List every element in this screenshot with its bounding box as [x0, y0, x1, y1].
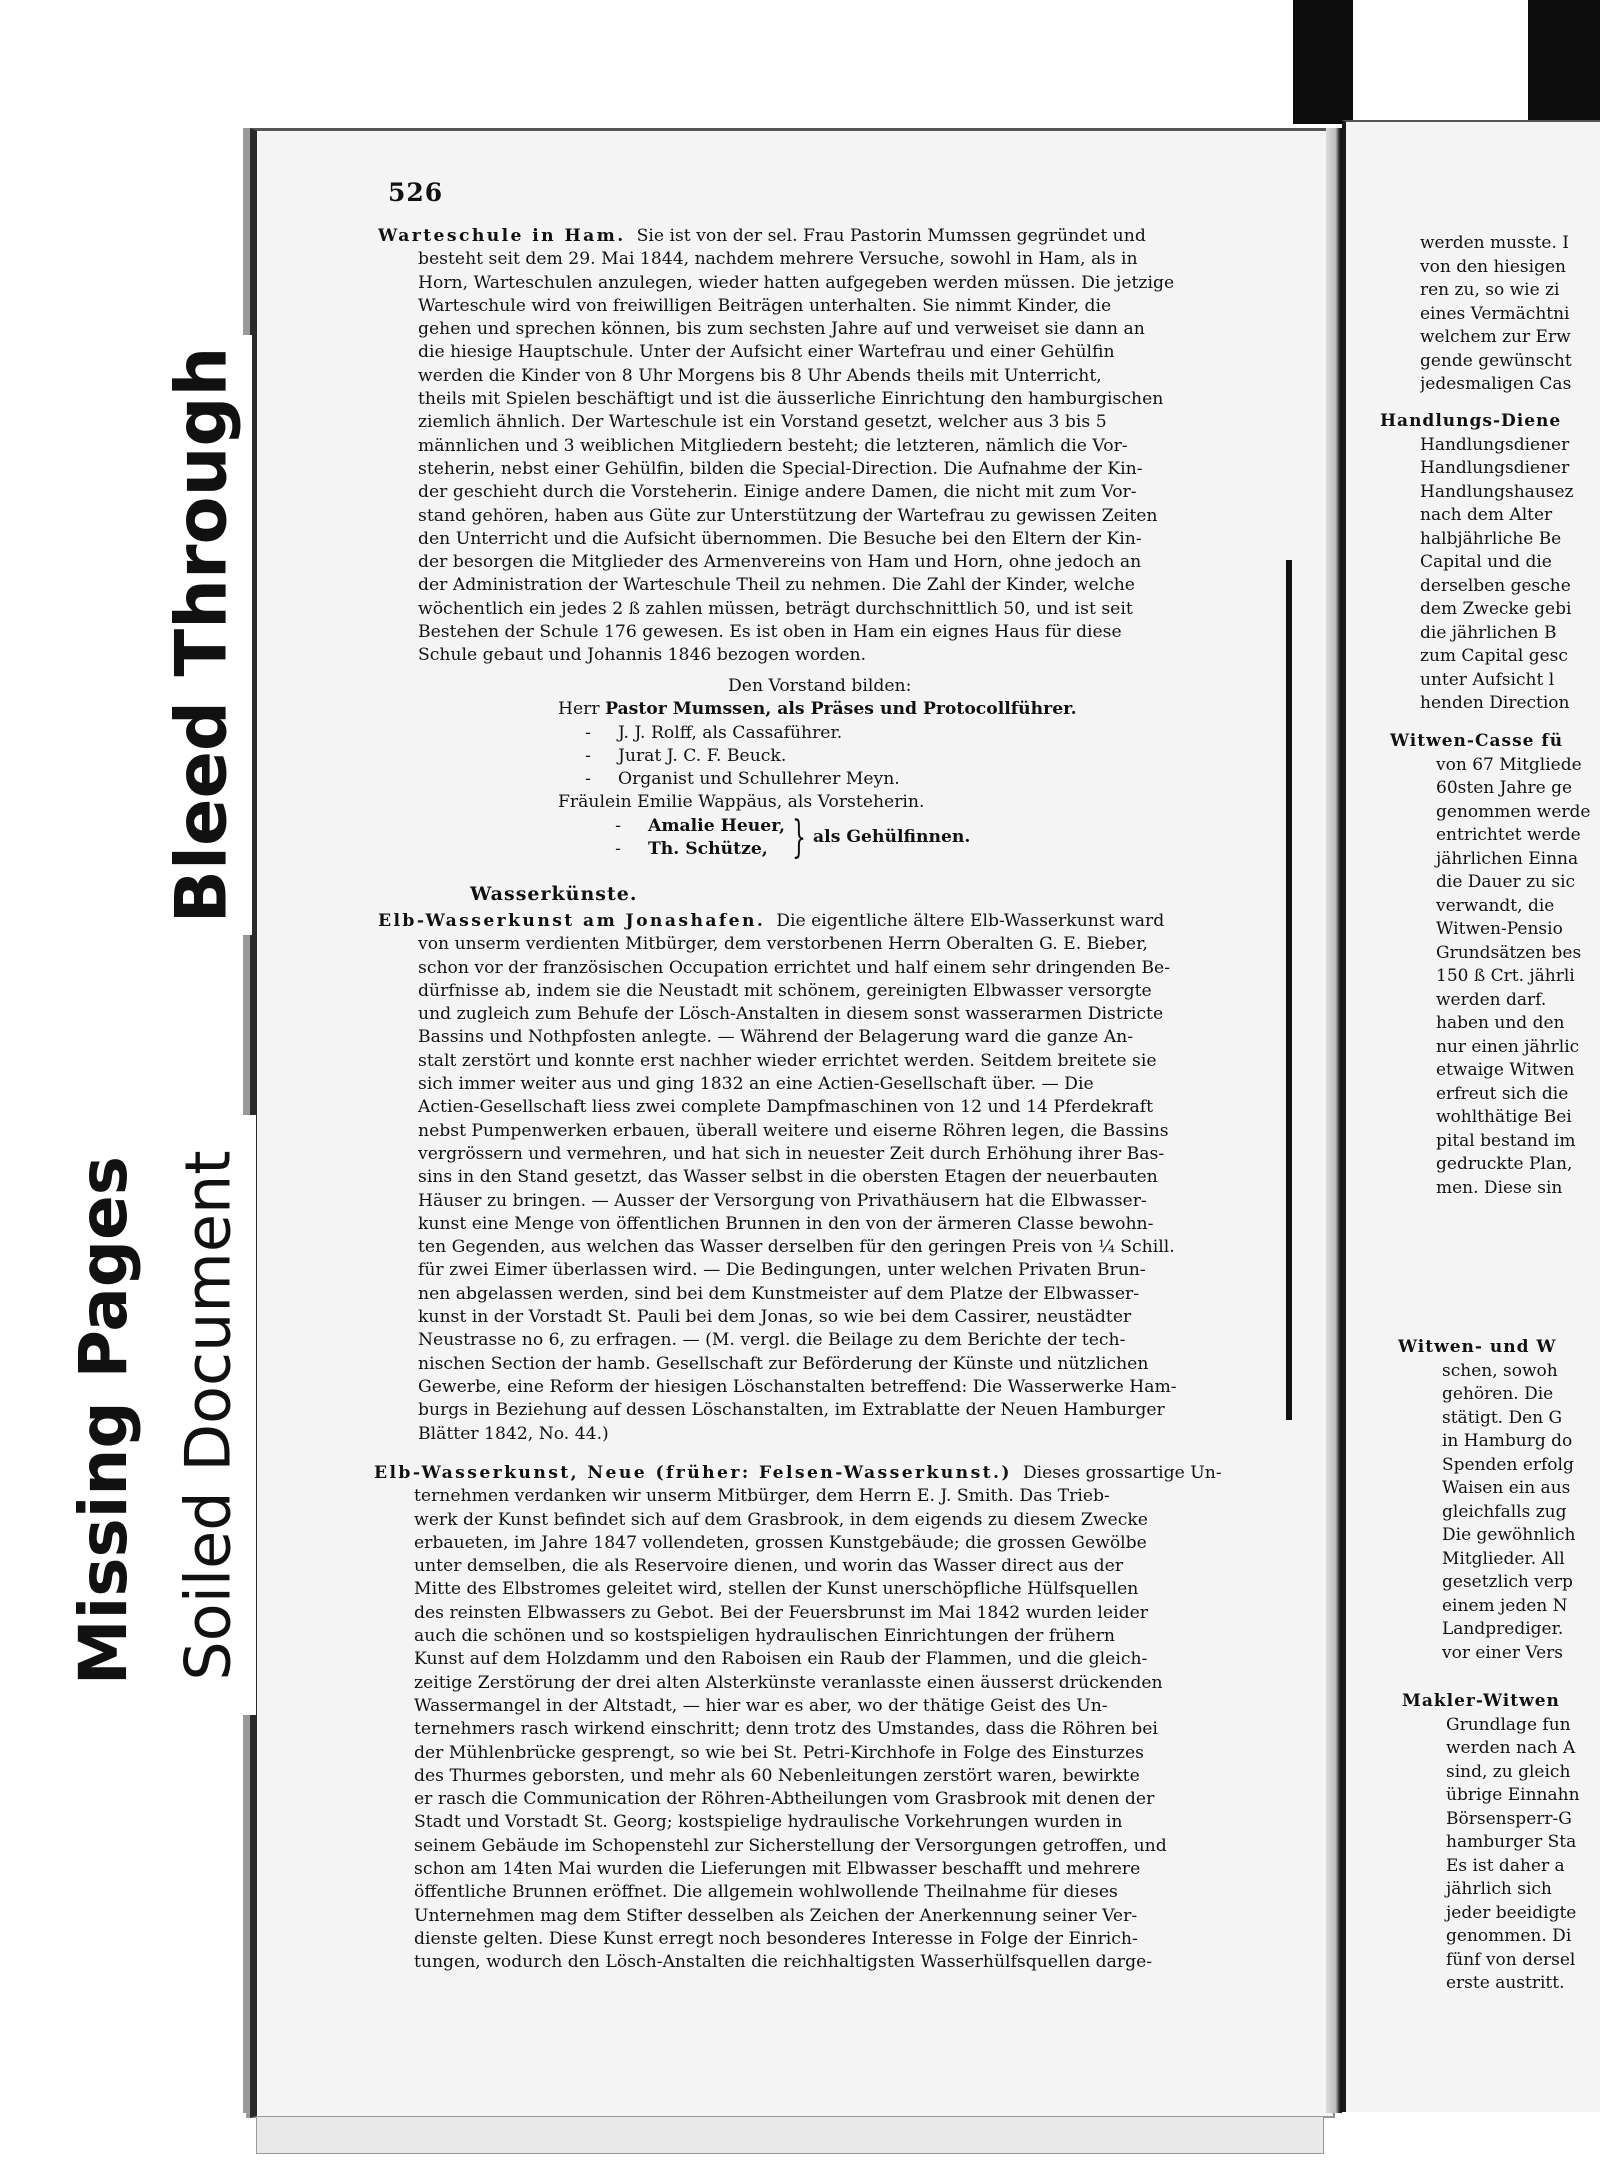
text-line: steherin, nebst einer Gehülfin, bilden die Special-Direction. Die Aufnahme der Kin-	[418, 458, 1143, 479]
facing-line: werden darf.	[1436, 989, 1547, 1010]
facing-line: henden Direction	[1420, 693, 1570, 713]
helper-name: - Th. Schütze,	[615, 839, 768, 860]
text-line: und zugleich zum Behufe der Lösch-Anstalten in diesem sonst wasserarmen Districte	[418, 1004, 1164, 1025]
text-line: werk der Kunst befindet sich auf dem Grasbrook, in dem eigends zu diesem Zwecke	[414, 1509, 1148, 1530]
text-line: tungen, wodurch den Lösch-Anstalten die reichhaltigsten Wasserhülfsquellen darge-	[414, 1952, 1153, 1973]
text-line: schon vor der französischen Occupation errichtet und half einem sehr dringenden Be-	[418, 957, 1171, 978]
section-title: Wasserkünste.	[470, 883, 638, 905]
text-line: seinem Gebäude im Schopenstehl zur Sicherstellung der Versorgungen getroffen, und	[414, 1835, 1167, 1856]
text-line: ten Gegenden, aus welchen das Wasser derselben für den geringen Preis von ¼ Schill.	[418, 1237, 1175, 1258]
helpers-role: als Gehülfinnen.	[813, 827, 971, 848]
gutter-ink-line	[1286, 560, 1292, 1420]
text-line: öffentliche Brunnen eröffnet. Die allgemein wohlwollende Theilnahme für dieses	[414, 1882, 1118, 1903]
facing-line: erfreut sich die	[1436, 1083, 1569, 1104]
facing-line: von den hiesigen	[1420, 256, 1566, 277]
facing-line: schen, sowoh	[1442, 1360, 1558, 1381]
vorstand-member: - Jurat J. C. F. Beuck.	[585, 745, 787, 766]
facing-line: werden nach A	[1446, 1738, 1576, 1758]
entry-title: Warteschule in Ham.	[378, 226, 626, 246]
entry-first-line: Elb-Wasserkunst, Neue (früher: Felsen-Wasserkunst.) Dieses grossartige Un-	[374, 1463, 1222, 1483]
text-line: den Unterricht und die Aufsicht übernommen. Die Besuche bei den Eltern der Kin-	[418, 528, 1142, 549]
gutter-fold	[1326, 128, 1342, 2113]
entry-title: Elb-Wasserkunst am Jonashafen.	[378, 911, 766, 931]
facing-line: genommen. Di	[1446, 1926, 1572, 1946]
text-line: Häuser zu bringen. — Ausser der Versorgung von Privathäusern hat die Elbwasser-	[418, 1190, 1147, 1211]
facing-line: halbjährliche Be	[1420, 528, 1562, 549]
page-number: 526	[388, 178, 444, 207]
facing-line: Spenden erfolg	[1442, 1454, 1574, 1475]
text-line: theils mit Spielen beschäftigt und ist die äusserliche Einrichtung den hamburgischen	[418, 389, 1164, 410]
facing-line: Witwen-Pensio	[1436, 919, 1563, 939]
text-line: nischen Section der hamb. Gesellschaft zur Beförderung der Künste und nützlichen	[418, 1353, 1149, 1374]
text-line: Actien-Gesellschaft liess zwei complete Dampfmaschinen von 12 und 14 Pferdekraft	[418, 1097, 1154, 1118]
facing-line: 150 ß Crt. jährli	[1436, 966, 1575, 986]
text-line: unter demselben, die als Reservoire dienen, und worin das Wasser direct aus der	[414, 1556, 1124, 1577]
facing-line: Handlungsdiener	[1420, 434, 1570, 455]
text-line: stalt zerstört und konnte erst nachher wieder errichtet werden. Seitdem breitete sie	[418, 1050, 1157, 1071]
text-line: männlichen und 3 weiblichen Mitgliedern besteht; die letzteren, nämlich die Vor-	[418, 435, 1128, 456]
text-line: Gewerbe, eine Reform der hiesigen Löschanstalten betreffend: Die Wasserwerke Ham-	[418, 1376, 1177, 1397]
text-line: Wassermangel in der Altstadt, — hier war es aber, wo der thätige Geist des Un-	[414, 1695, 1108, 1716]
facing-line: unter Aufsicht l	[1420, 669, 1555, 690]
text-line: vergrössern und vermehren, und hat sich in neuester Zeit durch Erhöhung ihrer Bas-	[418, 1143, 1165, 1164]
vorstand-member: - Organist und Schullehrer Meyn.	[585, 769, 900, 790]
vorstand-member: - J. J. Rolff, als Cassaführer.	[585, 722, 843, 743]
elb-wasserkunst-jonashafen-entry	[378, 910, 1290, 1446]
facing-line: genommen werde	[1436, 801, 1591, 822]
page-bottom-edge	[256, 2116, 1324, 2154]
facing-line: men. Diese sin	[1436, 1177, 1563, 1198]
facing-entry-title: Witwen- und W	[1398, 1337, 1557, 1357]
facing-line: Capital und die	[1420, 552, 1552, 572]
facing-line: Es ist daher a	[1446, 1855, 1565, 1876]
facing-line: übrige Einnahn	[1446, 1785, 1580, 1805]
text-line: Kunst auf dem Holzdamm und den Raboisen ein Raub der Flammen, und die gleich-	[414, 1649, 1148, 1670]
text-line: sins in den Stand gesetzt, das Wasser selbst in die obersten Etagen der neuerbauten	[418, 1167, 1158, 1188]
text-line: Bestehen der Schule 176 gewesen. Es ist oben in Ham ein eignes Haus für diese	[418, 622, 1122, 643]
facing-line: zum Capital gesc	[1420, 646, 1568, 666]
text-line: werden die Kinder von 8 Uhr Morgens bis 8 Uhr Abends theils mit Unterricht,	[418, 365, 1102, 386]
facing-line: gesetzlich verp	[1442, 1572, 1573, 1592]
facing-block-4	[1398, 1336, 1600, 1665]
facing-line: in Hamburg do	[1442, 1431, 1573, 1451]
facing-line: jährlichen Einna	[1436, 848, 1579, 869]
text-line: des reinsten Elbwassers zu Gebot. Bei der Feuersbrunst im Mai 1842 wurden leider	[414, 1602, 1148, 1623]
helper-name: - Amalie Heuer,	[615, 815, 786, 836]
bleed-through-label: Bleed Through	[150, 335, 252, 935]
facing-line: welchem zur Erw	[1420, 327, 1571, 347]
facing-line: haben und den	[1436, 1013, 1565, 1033]
facing-line: entrichtet werde	[1436, 825, 1581, 845]
text-line: Stadt und Vorstadt St. Georg; kostspielige hydraulische Vorkehrungen wurden in	[414, 1812, 1123, 1833]
text-line: nebst Pumpenwerken erbauen, überall weitere und eiserne Röhren legen, die Bassins	[418, 1120, 1169, 1141]
elb-wasserkunst-neue-entry	[374, 1462, 1290, 1975]
facing-line: einem jeden N	[1442, 1595, 1568, 1616]
facing-line: eines Vermächtni	[1420, 303, 1570, 324]
facing-line: derselben gesche	[1420, 575, 1571, 596]
entry-title: Elb-Wasserkunst, Neue (früher: Felsen-Wasserkunst.)	[374, 1463, 1012, 1483]
text-line: Blätter 1842, No. 44.)	[418, 1423, 609, 1444]
facing-line: von 67 Mitgliede	[1436, 754, 1582, 775]
facing-line: werden musste. I	[1420, 233, 1569, 253]
missing-pages-label: Missing Pages	[60, 1140, 148, 1700]
text-line: die hiesige Hauptschule. Unter der Aufsicht einer Wartefrau und einer Gehülfin	[418, 342, 1115, 363]
text-line: der Mühlenbrücke gesprengt, so wie bei St. Petri-Kirchhofe in Folge des Einsturzes	[414, 1742, 1144, 1763]
text-line: schon am 14ten Mai wurden die Lieferungen mit Elbwasser beschafft und mehrere	[414, 1859, 1141, 1880]
vorstand-member: Herr Pastor Mumssen, als Präses und Protocollführer.	[558, 699, 1077, 720]
facing-line: Mitglieder. All	[1442, 1548, 1565, 1569]
facing-line: fünf von dersel	[1446, 1949, 1576, 1970]
facing-line: 60sten Jahre ge	[1436, 778, 1573, 798]
facing-line: Grundlage fun	[1446, 1714, 1571, 1735]
text-line: für zwei Eimer überlassen wird. — Die Bedingungen, unter welchen Privaten Brun-	[418, 1260, 1146, 1281]
vorstand-title: Den Vorstand bilden:	[728, 676, 912, 696]
soiled-document-label: Soiled Document	[160, 1115, 256, 1715]
facing-line: die Dauer zu sic	[1436, 872, 1576, 892]
text-line: zeitige Zerstörung der drei alten Alsterkünste veranlasste einen äusserst drückenden	[414, 1672, 1163, 1693]
text-line: dürfnisse ab, indem sie die Neustadt mit schönem, gereinigten Elbwasser versorgte	[418, 980, 1152, 1001]
facing-line: Handlungshausez	[1420, 481, 1574, 502]
binding-edge-dark-top-left	[1293, 0, 1353, 124]
text-line: auch die schönen und so kostspieligen hydraulischen Einrichtungen der frühern	[414, 1626, 1115, 1647]
facing-block-3	[1390, 730, 1600, 1200]
facing-line: nur einen jährlic	[1436, 1036, 1580, 1057]
facing-line: jährlich sich	[1446, 1879, 1552, 1899]
facing-line: Waisen ein aus	[1442, 1478, 1571, 1498]
text-line: kunst eine Menge von öffentlichen Brunnen in den von der ärmeren Classe bewohn-	[418, 1213, 1154, 1234]
facing-line: dem Zwecke gebi	[1420, 599, 1572, 619]
facing-line: etwaige Witwen	[1436, 1060, 1575, 1080]
text-line: erbaueten, im Jahre 1847 vollendeten, grossen Kunstgebäude; die grossen Gewölbe	[414, 1532, 1147, 1553]
text-line: gehen und sprechen können, bis zum sechsten Jahre auf und verweiset sie dann an	[418, 319, 1145, 340]
text-line: Warteschule wird von freiwilligen Beiträgen unterhalten. Sie nimmt Kinder, die	[418, 295, 1112, 316]
facing-line: die jährlichen B	[1420, 622, 1557, 643]
text-line: Bassins und Nothpfosten anlegte. — Während der Belagerung ward die ganze An-	[418, 1027, 1134, 1048]
facing-line: gehören. Die	[1442, 1384, 1554, 1404]
facing-line: gleichfalls zug	[1442, 1501, 1567, 1522]
facing-line: verwandt, die	[1436, 895, 1555, 916]
text-line: Schule gebaut und Johannis 1846 bezogen worden.	[418, 645, 867, 666]
facing-entry-title: Witwen-Casse fü	[1390, 731, 1564, 751]
warteschule-first-line: Warteschule in Ham. Sie ist von der sel. Frau Pastorin Mumssen gegründet und	[378, 226, 1146, 246]
facing-line: erste austritt.	[1446, 1973, 1565, 1993]
facing-line: vor einer Vers	[1442, 1642, 1564, 1663]
facing-line: Landprediger.	[1442, 1619, 1564, 1639]
facing-entry-title: Handlungs-Diene	[1380, 411, 1562, 431]
text-line: besteht seit dem 29. Mai 1844, nachdem mehrere Versuche, sowohl in Ham, als in	[418, 249, 1138, 270]
facing-line: nach dem Alter	[1420, 505, 1553, 525]
facing-block-2	[1380, 410, 1600, 716]
text-line: Mitte des Elbstromes geleitet wird, stellen der Kunst unerschöpfliche Hülfsquellen	[414, 1579, 1139, 1600]
text-line: Unternehmen mag dem Stifter desselben als Zeichen der Anerkennung seiner Ver-	[414, 1905, 1138, 1926]
facing-line: jedesmaligen Cas	[1420, 374, 1572, 394]
facing-line: sind, zu gleich	[1446, 1761, 1571, 1782]
facing-block-1	[1420, 232, 1600, 397]
text-line: dienste gelten. Diese Kunst erregt noch besonderes Interesse in Folge der Einrich-	[414, 1928, 1138, 1949]
vorstand-list	[558, 675, 1077, 864]
text-line: burgs in Beziehung auf dessen Löschanstalten, im Extrablatte der Neuen Hamburger	[418, 1400, 1165, 1421]
text-line: ternehmers rasch wirkend einschritt; denn trotz des Umstandes, dass die Röhren bei	[414, 1719, 1158, 1740]
facing-line: Grundsätzen bes	[1436, 942, 1582, 963]
text-line: Neustrasse no 6, zu erfragen. — (M. vergl. die Beilage zu dem Berichte der tech-	[418, 1330, 1126, 1351]
text-line: wöchentlich ein jedes 2 ß zahlen müssen, beträgt durchschnittlich 50, und ist seit	[418, 598, 1133, 619]
text-line: der besorgen die Mitglieder des Armenvereins von Ham und Horn, ohne jedoch an	[418, 552, 1142, 573]
text-line: sich immer weiter aus und ging 1832 an eine Actien-Gesellschaft über. — Die	[418, 1074, 1094, 1095]
facing-line: Börsensperr-G	[1446, 1808, 1572, 1829]
facing-line: hamburger Sta	[1446, 1832, 1577, 1852]
facing-line: gende gewünscht	[1420, 350, 1572, 371]
facing-line: ren zu, so wie zi	[1420, 280, 1560, 300]
text-line: der geschieht durch die Vorsteherin. Einige andere Damen, die nicht mit zum Vor-	[418, 482, 1137, 503]
warteschule-entry	[378, 225, 1290, 668]
facing-line: gedruckte Plan,	[1436, 1154, 1573, 1174]
text-line: ternehmen verdanken wir unserm Mitbürger, dem Herrn E. J. Smith. Das Trieb-	[414, 1486, 1110, 1507]
facing-entry-title: Makler-Witwen	[1402, 1691, 1560, 1711]
facing-line: pital bestand im	[1436, 1130, 1576, 1151]
facing-line: jeder beeidigte	[1446, 1902, 1577, 1923]
text-line: ziemlich ähnlich. Der Warteschule ist ein Vorstand gesetzt, welcher aus 3 bis 5	[418, 412, 1107, 433]
vorstand-member: Fräulein Emilie Wappäus, als Vorsteherin.	[558, 792, 925, 813]
facing-line: Handlungsdiener	[1420, 458, 1570, 478]
text-line: er rasch die Communication der Röhren-Abtheilungen vom Grasbrook mit denen der	[414, 1789, 1155, 1810]
helpers-group	[558, 812, 1077, 864]
text-line: stand gehören, haben aus Güte zur Unterstützung der Wartefrau zu gewissen Zeiten	[418, 505, 1158, 526]
text-line: des Thurmes geborsten, und mehr als 60 Nebenleitungen zerstört waren, bewirkte	[414, 1765, 1140, 1786]
text-line: nen abgelassen werden, sind bei dem Kunstmeister auf dem Platze der Elbwasser-	[418, 1283, 1140, 1304]
facing-line: Die gewöhnlich	[1442, 1525, 1576, 1545]
text-line: Horn, Warteschulen anzulegen, wieder hatten aufgegeben werden müssen. Die jetzige	[418, 272, 1175, 293]
facing-line: stätigt. Den G	[1442, 1407, 1563, 1428]
entry-first-line: Elb-Wasserkunst am Jonashafen. Die eigentliche ältere Elb-Wasserkunst ward	[378, 911, 1165, 931]
text-line: von unserm verdienten Mitbürger, dem verstorbenen Herrn Oberalten G. E. Bieber,	[418, 934, 1148, 955]
brace-symbol: }	[792, 812, 807, 864]
facing-line: wohlthätige Bei	[1436, 1107, 1572, 1127]
text-line: der Administration der Warteschule Theil zu nehmen. Die Zahl der Kinder, welche	[418, 575, 1135, 596]
facing-block-5	[1402, 1690, 1600, 1996]
text-line: kunst in der Vorstadt St. Pauli bei dem Jonas, so wie bei dem Cassirer, neustädter	[418, 1307, 1132, 1328]
